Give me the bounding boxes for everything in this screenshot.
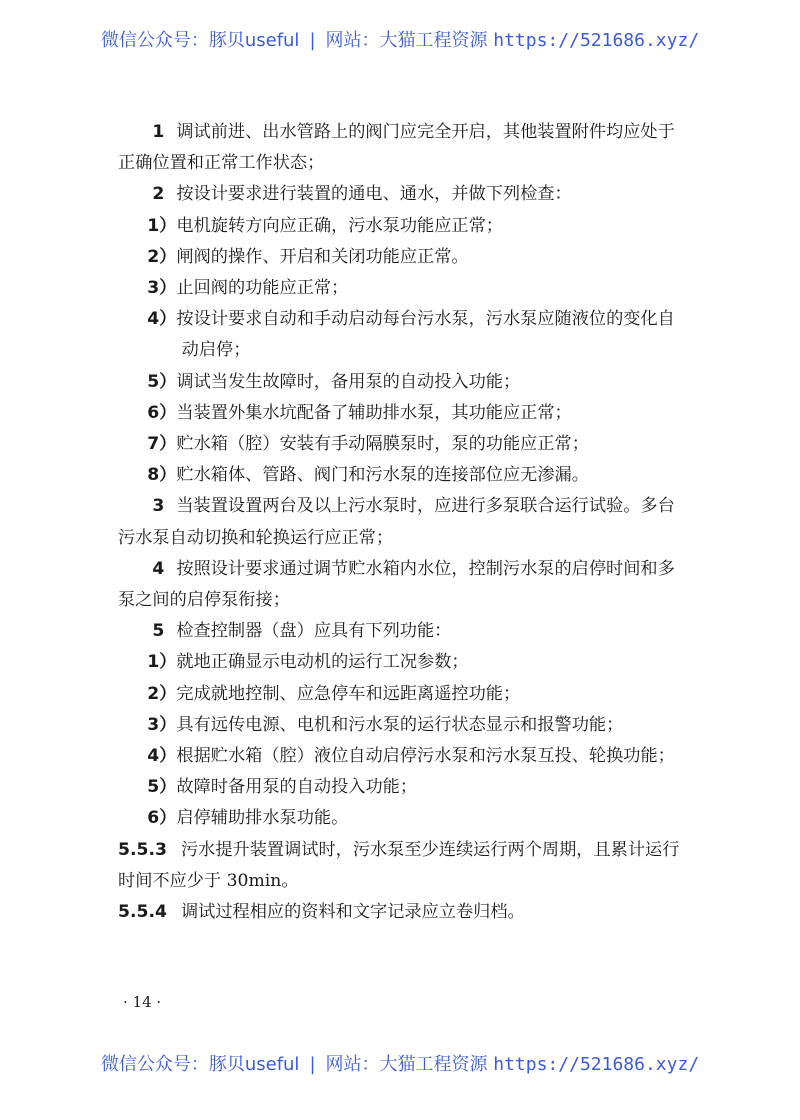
banner-separator: | xyxy=(309,1054,316,1075)
site-label: 网站：大猫工程资源 xyxy=(325,1054,488,1075)
sub-list-item: 5）故障时备用泵的自动投入功能； xyxy=(147,777,418,798)
footer-watermark-banner xyxy=(0,1050,800,1076)
clause-paragraph: 5.5.3 污水提升装置调试时，污水泵至少连续运行两个周期，且累计运行时间不应少于 30min。 xyxy=(118,839,680,891)
document-body xyxy=(118,117,690,928)
sub-list-item: 4）根据贮水箱（腔）液位自动启停污水泵和污水泵互投、轮换功能； xyxy=(147,746,675,767)
sub-list-item: 6）启停辅助排水泵功能。 xyxy=(147,808,349,829)
sub-list-item: 8）贮水箱体、管路、阀门和污水泵的连接部位应无渗漏。 xyxy=(147,465,589,486)
sub-list-item: 1）就地正确显示电动机的运行工况参数； xyxy=(147,652,469,673)
sub-list-item: 4）按设计要求自动和手动启动每台污水泵，污水泵应随液位的变化自动启停； xyxy=(147,309,675,361)
sub-list-item: 6）当装置外集水坑配备了辅助排水泵，其功能应正常； xyxy=(147,402,572,423)
header-watermark-banner xyxy=(0,26,800,52)
sub-list-item: 2）闸阀的操作、开启和关闭功能应正常。 xyxy=(147,246,469,267)
banner-separator: | xyxy=(309,30,316,51)
list-item: 4 按照设计要求通过调节贮水箱内水位，控制污水泵的启停时间和多泵之间的启停泵衔接； xyxy=(118,558,675,611)
sub-list-item: 5）调试当发生故障时，备用泵的自动投入功能； xyxy=(147,371,521,392)
list-item: 3 当装置设置两台及以上污水泵时，应进行多泵联合运行试验。多台污水泵自动切换和轮换运行应正常； xyxy=(118,496,675,548)
list-item: 5 检查控制器（盘）应具有下列功能： xyxy=(152,621,452,642)
list-item: 2 按设计要求进行装置的通电、通水，并做下列检查： xyxy=(152,184,572,205)
page-number: · 14 · xyxy=(123,993,162,1011)
site-url-link[interactable]: https://521686.xyz/ xyxy=(493,1054,700,1075)
site-label: 网站：大猫工程资源 xyxy=(325,30,488,51)
list-item: 1 调试前进、出水管路上的阀门应完全开启，其他装置附件均应处于正确位置和正常工作状态； xyxy=(118,122,675,174)
wechat-label: 微信公众号：豚贝useful xyxy=(100,30,300,51)
sub-list-item: 3）具有远传电源、电机和污水泵的运行状态显示和报警功能； xyxy=(147,714,624,735)
clause-paragraph: 5.5.4 调试过程相应的资料和文字记录应立卷归档。 xyxy=(118,902,525,923)
wechat-label: 微信公众号：豚贝useful xyxy=(100,1054,300,1075)
sub-list-item: 2）完成就地控制、应急停车和远距离遥控功能； xyxy=(147,683,521,704)
site-url-link[interactable]: https://521686.xyz/ xyxy=(493,30,700,51)
sub-list-item: 3）止回阀的功能应正常； xyxy=(147,278,349,299)
sub-list-item: 7）贮水箱（腔）安装有手动隔膜泵时，泵的功能应正常； xyxy=(147,434,589,455)
sub-list-item: 1）电机旋转方向应正确，污水泵功能应正常； xyxy=(147,215,503,236)
